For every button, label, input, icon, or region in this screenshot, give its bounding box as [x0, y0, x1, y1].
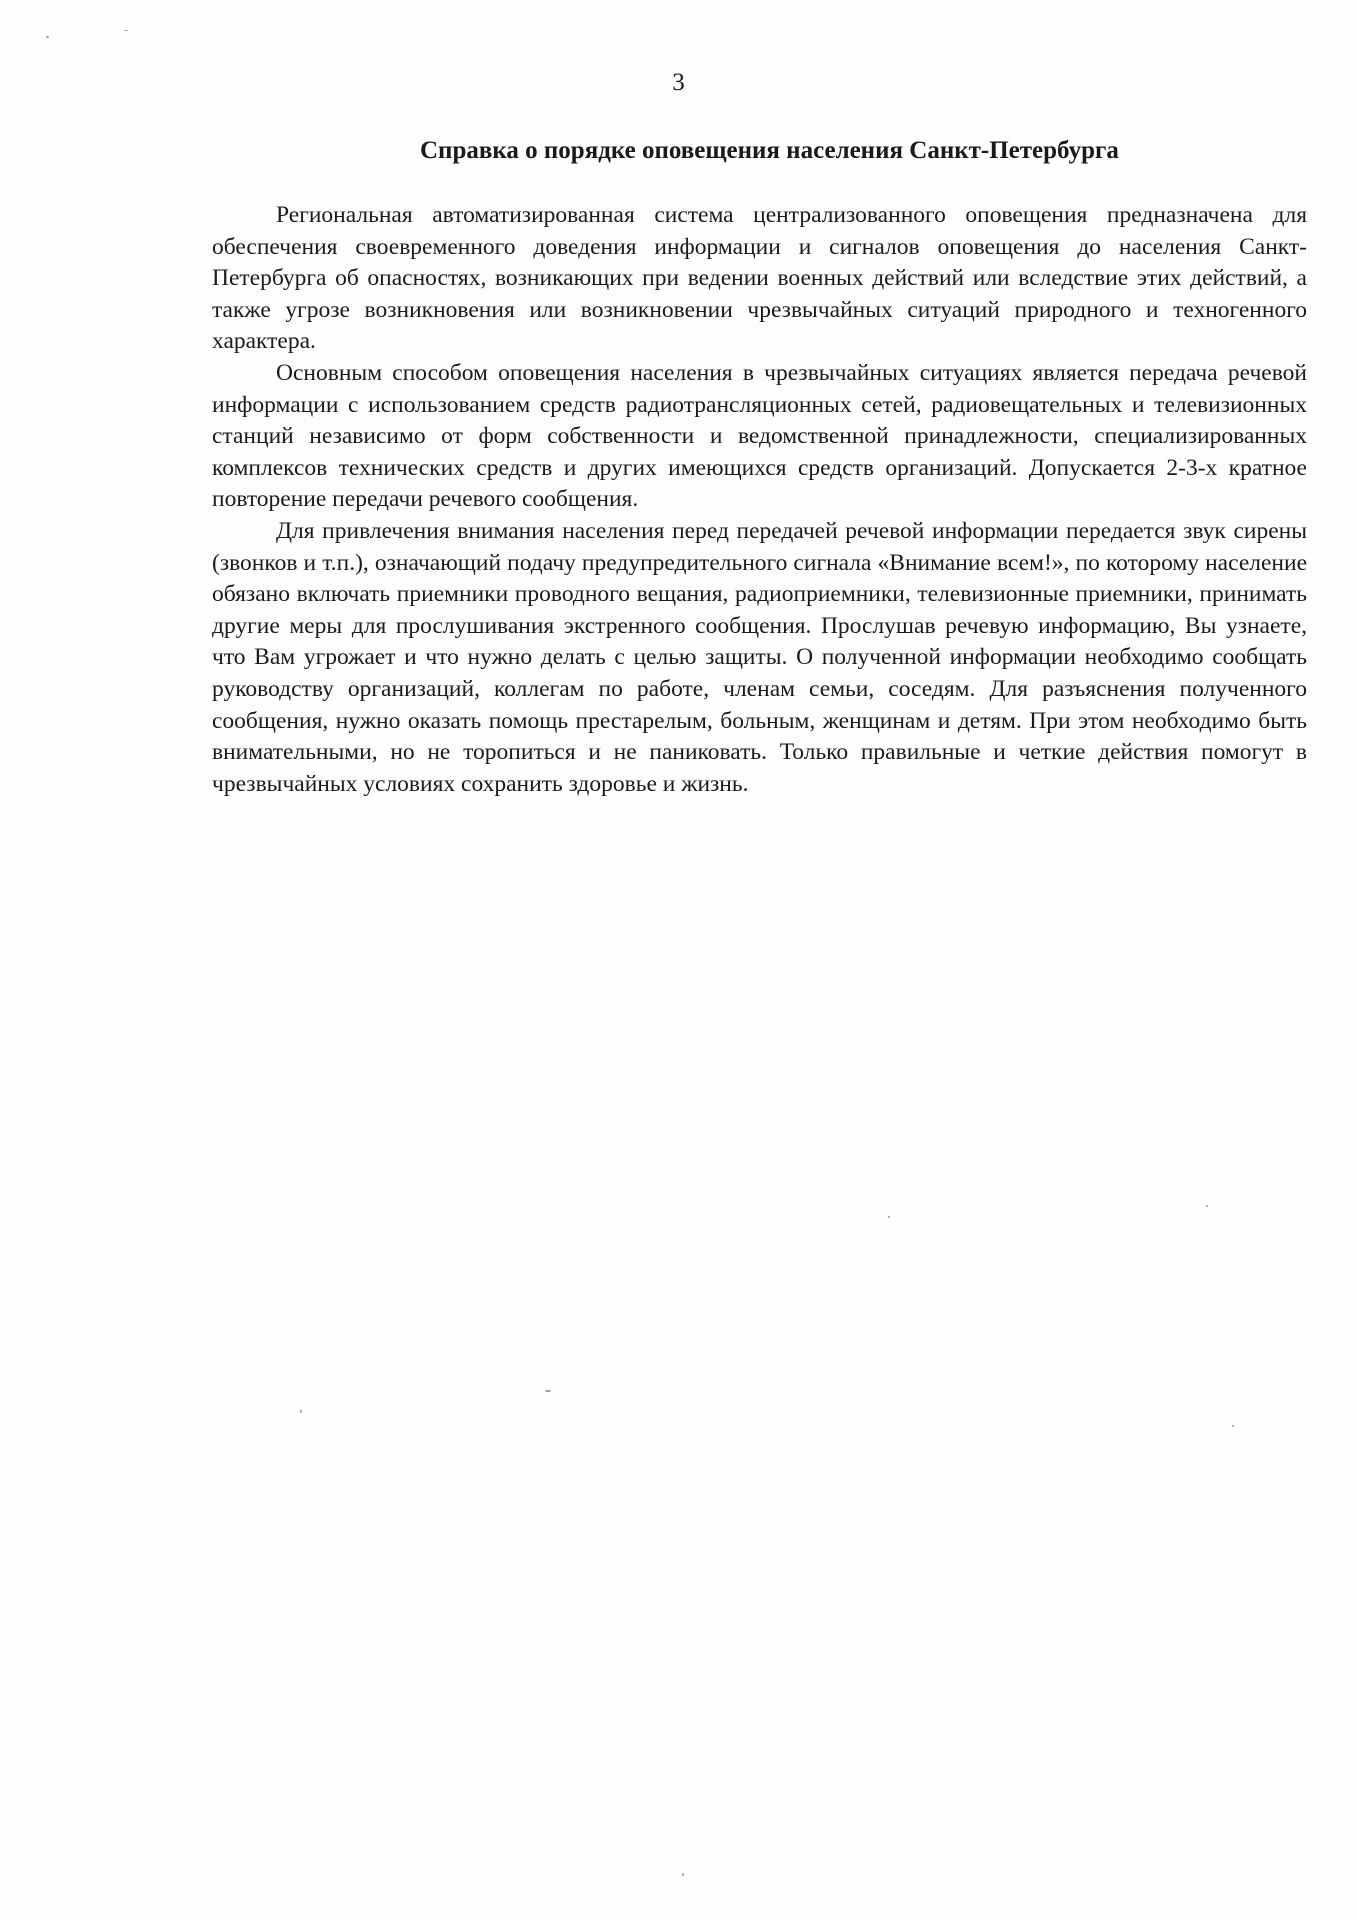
document-body: [212, 200, 1307, 800]
document-title: Справка о порядке оповещения населения Санкт-Петербурга: [420, 137, 1119, 164]
scan-speck: [300, 1410, 302, 1413]
scan-speck: [124, 30, 128, 31]
scan-speck: [888, 1216, 890, 1218]
scan-speck: [545, 1390, 551, 1392]
paragraph-1: Региональная автоматизированная система централизованного оповещения предназначена для обеспечения своевременного доведения информации и сигналов оповещения до населения Санкт-Петербурга об опасностях, возникающих при ведении военных действий или вследствие этих действий, а также угрозе возникновения или возникновении чрезвычайных ситуаций природного и техногенного характера.: [212, 202, 1307, 355]
scan-speck: [1206, 1205, 1208, 1207]
scan-speck: [1232, 1425, 1234, 1427]
page-number: 3: [672, 69, 685, 96]
scan-speck: [682, 1873, 684, 1876]
paragraph-3: Для привлечения внимания населения перед передачей речевой информации передается звук сирены (звонков и т.п.), означающий подачу предупредительного сигнала «Внимание всем!», по которому население обязано включать приемники проводного вещания, радиоприемники, телевизионные приемники, принимать другие меры для прослушивания экстренного сообщения. Прослушав речевую информацию, Вы узнаете, что Вам угрожает и что нужно делать с целью защиты. О полученной информации необходимо сообщать руководству организаций, коллегам по работе, членам семьи, соседям. Для разъяснения полученного сообщения, нужно оказать помощь престарелым, больным, женщинам и детям. При этом необходимо быть внимательными, но не торопиться и не паниковать. Только правильные и четкие действия помогут в чрезвычайных условиях сохранить здоровье и жизнь.: [212, 517, 1307, 797]
scan-speck: [46, 36, 49, 38]
paragraph-2: Основным способом оповещения населения в чрезвычайных ситуациях является передача речевой информации с использованием средств радиотрансляционных сетей, радиовещательных и телевизионных станций независимо от форм собственности и ведомственной принадлежности, специализированных комплексов технических средств и других имеющихся средств организаций. Допускается 2-3-х кратное повторение передачи речевого сообщения.: [212, 359, 1307, 513]
